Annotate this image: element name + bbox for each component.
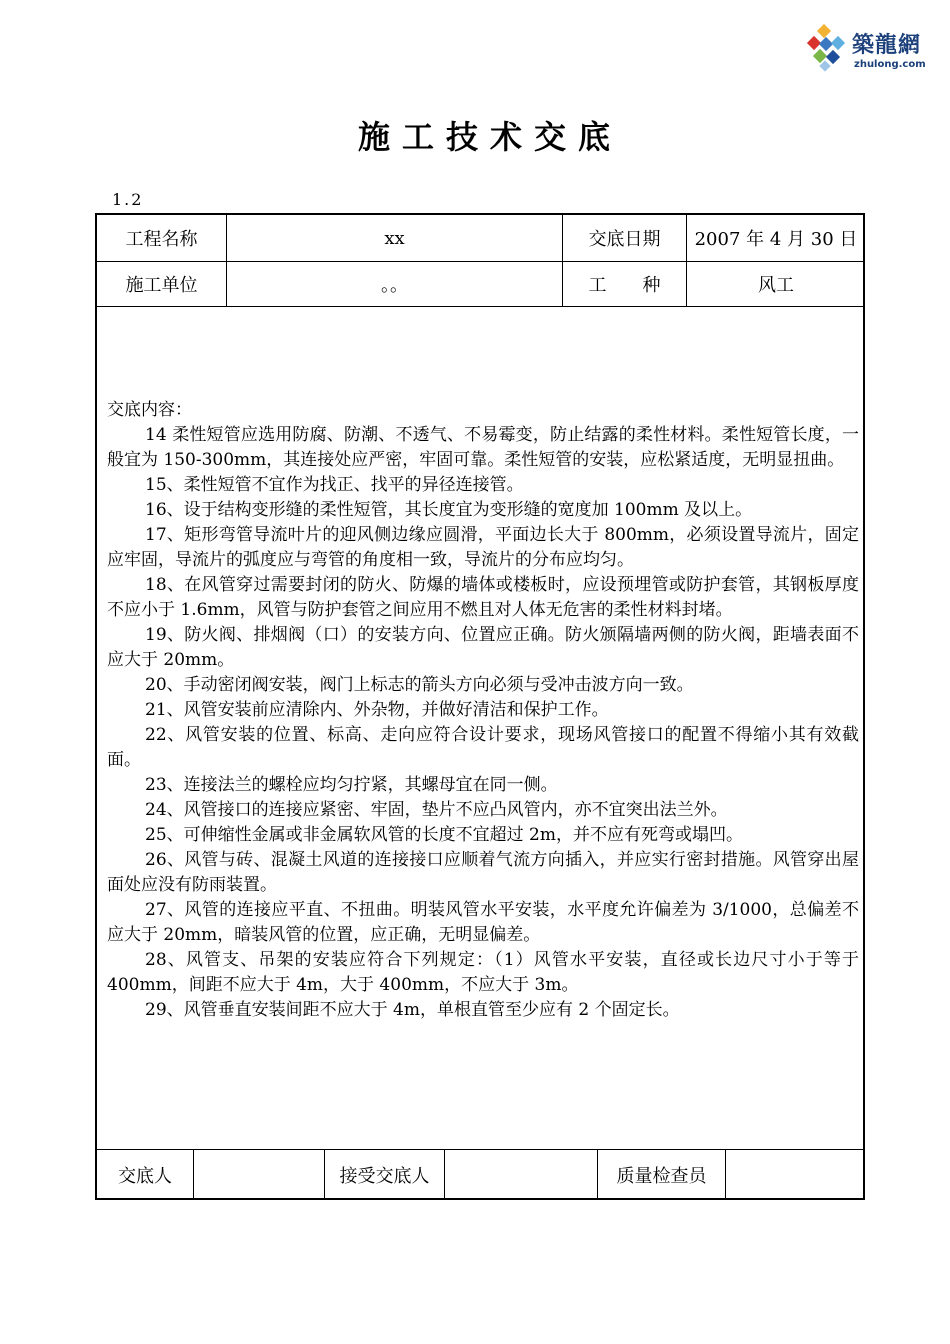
logo-text-cn: 築龍網 xyxy=(852,33,922,58)
content-item: 26、风管与砖、混凝土风道的连接接口应顺着气流方向插入，并应实行密封措施。风管穿出屋面处应没有防雨装置。 xyxy=(107,850,859,895)
content-item: 24、风管接口的连接应紧密、牢固，垫片不应凸风管内，亦不宜突出法兰外。 xyxy=(145,800,728,820)
disclosure-date-value: 2007 年 4 月 30 日 xyxy=(694,229,858,250)
inspector-label: 质量检查员 xyxy=(616,1166,707,1187)
presenter-label: 交底人 xyxy=(118,1166,172,1187)
row-divider xyxy=(97,306,863,307)
content-item: 22、风管安装的位置、标高、走向应符合设计要求，现场风管接口的配置不得缩小其有效截面。 xyxy=(107,725,859,770)
content-item: 27、风管的连接应平直、不扭曲。明装风管水平安装，水平度允许偏差为 3/1000，总偏差不应大于 20mm，暗装风管的位置，应正确，无明显偏差。 xyxy=(107,900,859,945)
content-lead: 交底内容： xyxy=(107,400,192,420)
content-item: 21、风管安装前应清除内、外杂物，并做好清洁和保护工作。 xyxy=(145,700,609,720)
content-item: 28、风管支、吊架的安装应符合下列规定：（1）风管水平安装，直径或长边尺寸小于等于 400mm，间距不应大于 4m，大于 400mm，不应大于 3m。 xyxy=(107,950,859,995)
content-item: 23、连接法兰的螺栓应均匀拧紧，其螺母宜在同一侧。 xyxy=(145,775,558,795)
content-item: 25、可伸缩性金属或非金属软风管的长度不宜超过 2m，并不应有死弯或塌凹。 xyxy=(145,825,743,845)
disclosure-form xyxy=(95,213,865,1200)
content-item: 20、手动密闭阀安装，阀门上标志的箭头方向必须与受冲击波方向一致。 xyxy=(145,675,694,695)
trade-value: 风工 xyxy=(758,275,794,296)
content-item: 18、在风管穿过需要封闭的防火、防爆的墙体或楼板时，应设预埋管或防护套管，其钢板厚度不应小于 1.6mm，风管与防护套管之间应用不燃且对人体无危害的柔性材料封堵。 xyxy=(107,575,859,620)
presenter-signature-field[interactable] xyxy=(194,1150,324,1200)
disclosure-date-label: 交底日期 xyxy=(588,229,661,250)
project-name-label: 工程名称 xyxy=(125,229,198,250)
page-number: 1.2 xyxy=(112,190,144,209)
disclosure-content xyxy=(107,398,859,1023)
content-item: 14 柔性短管应选用防腐、防潮、不透气、不易霉变，防止结露的柔性材料。柔性短管长度，一般宜为 150-300mm，其连接处应严密，牢固可靠。柔性短管的安装，应松紧适度，无明显扭曲。 xyxy=(107,425,859,470)
content-item: 17、矩形弯管导流叶片的迎风侧边缘应圆滑，平面边长大于 800mm，必须设置导流片，固定应牢固，导流片的弧度应与弯管的角度相一致，导流片的分布应均匀。 xyxy=(107,525,859,570)
content-item: 15、柔性短管不宜作为找正、找平的异径连接管。 xyxy=(145,475,524,495)
receiver-signature-field[interactable] xyxy=(445,1150,597,1200)
trade-label: 工 种 xyxy=(588,275,661,296)
content-item: 29、风管垂直安装间距不应大于 4m，单根直管至少应有 2 个固定长。 xyxy=(145,1000,680,1020)
cube-logo-icon xyxy=(805,24,851,74)
receiver-label: 接受交底人 xyxy=(339,1166,430,1187)
construction-unit-label: 施工单位 xyxy=(125,275,198,296)
content-item: 16、设于结构变形缝的柔性短管，其长度宜为变形缝的宽度加 100mm 及以上。 xyxy=(145,500,753,520)
logo-text-en: zhulong.com xyxy=(854,59,926,70)
inspector-signature-field[interactable] xyxy=(726,1150,865,1200)
zhulong-logo xyxy=(805,22,925,78)
document-title: 施工技术交底 xyxy=(357,118,622,156)
project-name-value: xx xyxy=(384,227,405,249)
content-item: 19、防火阀、排烟阀（口）的安装方向、位置应正确。防火颁隔墙两侧的防火阀，距墙表面不应大于 20mm。 xyxy=(107,625,859,670)
construction-unit-value: 。。 xyxy=(381,275,408,296)
